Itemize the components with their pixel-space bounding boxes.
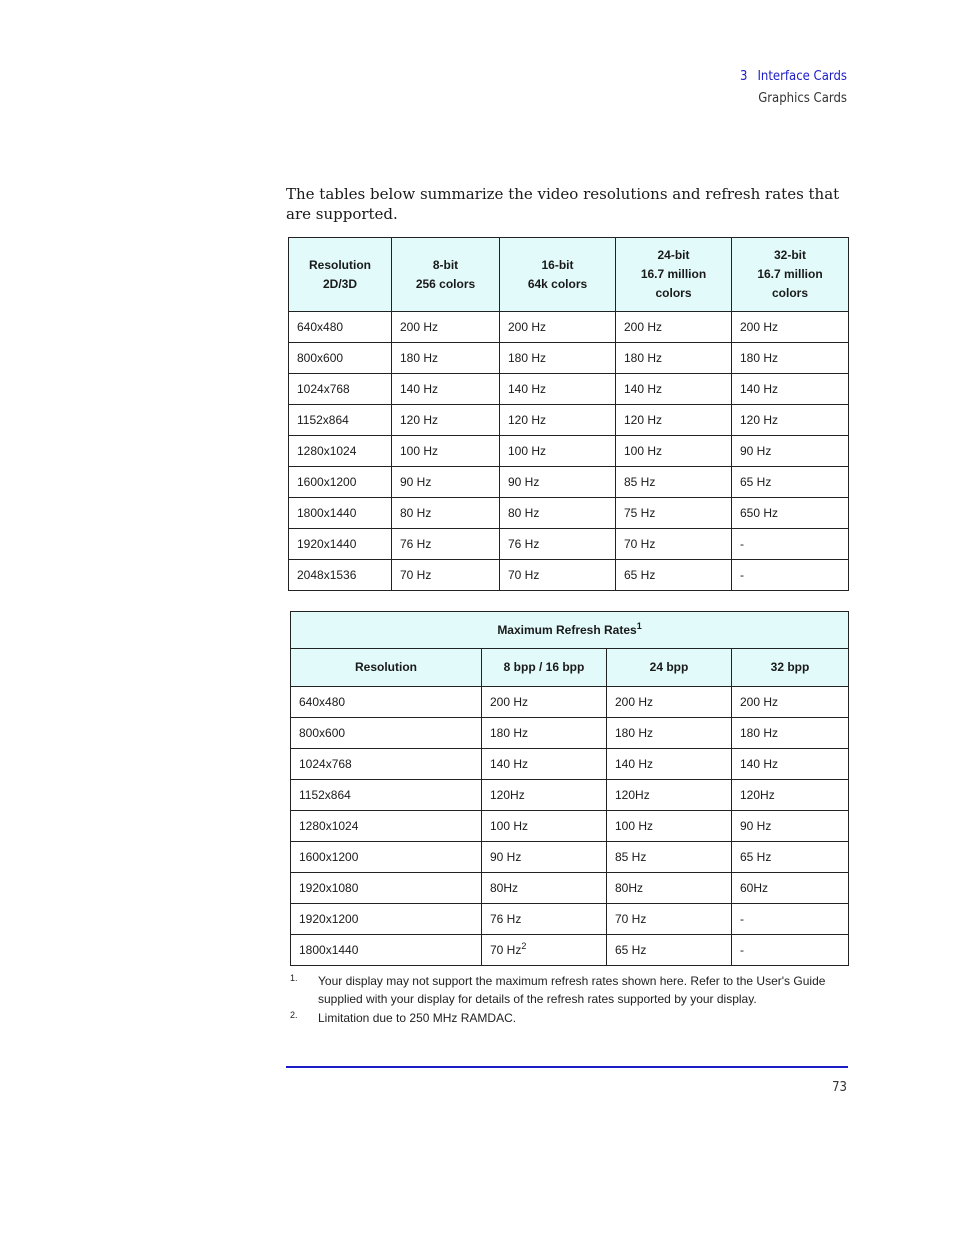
refresh-rate-cell (732, 780, 849, 811)
cell-text: 1920x1080 (299, 881, 359, 895)
refresh-rate-cell: 90 Hz (732, 436, 849, 467)
refresh-rate-cell: 90 Hz (392, 467, 500, 498)
table-row (289, 312, 849, 343)
table2-body (291, 687, 849, 966)
section-header: Graphics Cards (758, 91, 847, 106)
resolution-cell: 1800x1440 (289, 498, 392, 529)
refresh-rate-cell (732, 935, 849, 966)
cell-text: 140 Hz (615, 757, 654, 771)
cell-text: 1920x1200 (299, 912, 359, 926)
refresh-rate-cell (607, 811, 732, 842)
table-row (289, 436, 849, 467)
resolution-cell: 1920x1440 (289, 529, 392, 560)
resolution-cell (291, 718, 482, 749)
cell-text: 120Hz (615, 788, 650, 802)
table1-header-cell (289, 238, 392, 312)
cell-text: 70 Hz (490, 943, 522, 957)
cell-text: 1600x1200 (299, 850, 359, 864)
table-row (289, 560, 849, 591)
table1-header-row (289, 238, 849, 312)
cell-text: 200 Hz (615, 695, 654, 709)
footnote-1-text: Your display may not support the maximum refresh rates shown here. Refer to the User's Guide supplied with your display for details of the refresh rates supported by your display. (318, 974, 826, 1006)
refresh-rate-cell: 76 Hz (392, 529, 500, 560)
refresh-rate-cell (482, 749, 607, 780)
refresh-rate-cell: 85 Hz (616, 467, 732, 498)
refresh-rate-cell (482, 780, 607, 811)
refresh-rate-cell: 70 Hz (616, 529, 732, 560)
table-row (291, 904, 849, 935)
header-line: 24-bit (657, 248, 690, 262)
refresh-rate-cell: 140 Hz (616, 374, 732, 405)
refresh-rate-cell: 75 Hz (616, 498, 732, 529)
table-row (291, 873, 849, 904)
refresh-rate-cell (732, 873, 849, 904)
header-line: 8-bit (432, 257, 459, 272)
refresh-rate-cell (607, 780, 732, 811)
refresh-rate-cell: 65 Hz (616, 560, 732, 591)
resolution-cell (291, 873, 482, 904)
refresh-rate-cell: 70 Hz (392, 560, 500, 591)
table2-header-cell: 32 bpp (732, 649, 849, 687)
refresh-rate-cell (482, 718, 607, 749)
resolution-cell (291, 904, 482, 935)
refresh-rate-cell: 120 Hz (392, 405, 500, 436)
cell-text: 100 Hz (490, 819, 529, 833)
table-row (291, 718, 849, 749)
table-row (289, 467, 849, 498)
table-row (289, 374, 849, 405)
cell-text: 140 Hz (740, 757, 779, 771)
refresh-rate-cell (607, 904, 732, 935)
table2-header-cell: 24 bpp (607, 649, 732, 687)
cell-text: 1152x864 (299, 788, 351, 802)
refresh-rate-cell (607, 935, 732, 966)
refresh-rate-cell: 120 Hz (616, 405, 732, 436)
cell-text: 90 Hz (490, 850, 522, 864)
cell-text: 140 Hz (490, 757, 529, 771)
refresh-rate-cell: 200 Hz (500, 312, 616, 343)
resolution-cell: 640x480 (289, 312, 392, 343)
table-row (291, 842, 849, 873)
footnote-ref-1: 1 (636, 620, 642, 631)
cell-text: 640x480 (299, 695, 346, 709)
page-number: 73 (832, 1080, 847, 1095)
table-row (289, 343, 849, 374)
refresh-rate-cell: 140 Hz (732, 374, 849, 405)
refresh-rate-cell (482, 873, 607, 904)
header-line: 32-bit (773, 248, 806, 262)
refresh-rate-cell: 100 Hz (392, 436, 500, 467)
table1-header-cell (732, 238, 849, 312)
refresh-rate-cell: 65 Hz (732, 467, 849, 498)
refresh-rate-cell (732, 904, 849, 935)
table-row (291, 687, 849, 718)
resolution-cell (291, 749, 482, 780)
header-line: 2D/3D (322, 276, 357, 291)
refresh-rate-cell: 180 Hz (732, 343, 849, 374)
table-row (289, 498, 849, 529)
table2-caption-row (291, 612, 849, 649)
cell-text: 1024x768 (299, 757, 352, 771)
cell-text: 1280x1024 (299, 819, 359, 833)
footnote-2-text: Limitation due to 250 MHz RAMDAC. (318, 1011, 517, 1025)
refresh-rate-cell (732, 842, 849, 873)
table-row (291, 811, 849, 842)
table2-caption (291, 612, 849, 649)
header-line: 64k colors (527, 276, 588, 291)
refresh-rate-cell: 80 Hz (500, 498, 616, 529)
table1-header-cell (616, 238, 732, 312)
refresh-rate-cell (482, 904, 607, 935)
table1-header-cell (392, 238, 500, 312)
resolution-cell: 1280x1024 (289, 436, 392, 467)
refresh-rate-cell: 100 Hz (616, 436, 732, 467)
refresh-rate-cell (607, 718, 732, 749)
cell-text: 800x600 (299, 726, 346, 740)
chapter-title: Interface Cards (757, 69, 847, 84)
refresh-rate-cell: - (732, 560, 849, 591)
resolution-cell (291, 780, 482, 811)
table2-header-cell: Resolution (291, 649, 482, 687)
intro-paragraph: The tables below summarize the video resolutions and refresh rates that are supported. (286, 185, 840, 223)
table1-header-cell (500, 238, 616, 312)
refresh-rate-cell (732, 687, 849, 718)
resolution-cell: 1152x864 (289, 405, 392, 436)
refresh-rate-cell: 120 Hz (500, 405, 616, 436)
header-line: 256 colors (415, 276, 476, 291)
footnote-1-mark: 1. (290, 973, 298, 983)
chapter-number: 3 (740, 69, 748, 84)
refresh-rate-cell: 70 Hz (500, 560, 616, 591)
refresh-rate-cell: 80 Hz (392, 498, 500, 529)
table-row (291, 749, 849, 780)
refresh-rate-cell (732, 749, 849, 780)
table2-header-row (291, 649, 849, 687)
table1-body (289, 312, 849, 591)
refresh-rate-cell: 180 Hz (392, 343, 500, 374)
cell-text: 200 Hz (490, 695, 529, 709)
cell-text: 180 Hz (615, 726, 654, 740)
cell-text: 85 Hz (615, 850, 647, 864)
refresh-rate-cell (607, 842, 732, 873)
refresh-rate-cell: 120 Hz (732, 405, 849, 436)
refresh-rate-cell (607, 873, 732, 904)
header-line: colors (655, 286, 692, 300)
refresh-rate-cell (482, 811, 607, 842)
table-row (291, 780, 849, 811)
refresh-rate-cell (607, 687, 732, 718)
cell-text: 80Hz (615, 881, 644, 895)
cell-text: 1800x1440 (299, 943, 359, 957)
refresh-rate-cell: 100 Hz (500, 436, 616, 467)
resolution-cell: 1024x768 (289, 374, 392, 405)
refresh-rate-cell: 200 Hz (392, 312, 500, 343)
resolution-cell (291, 687, 482, 718)
cell-text: 65 Hz (740, 850, 772, 864)
refresh-rate-cell (482, 935, 607, 966)
resolution-cell: 1600x1200 (289, 467, 392, 498)
refresh-rate-cell: 140 Hz (392, 374, 500, 405)
resolution-cell: 2048x1536 (289, 560, 392, 591)
refresh-rate-cell (732, 718, 849, 749)
cell-text: 90 Hz (740, 819, 772, 833)
resolution-cell: 800x600 (289, 343, 392, 374)
refresh-rate-cell: 200 Hz (616, 312, 732, 343)
footnote-ref-2: 2 (521, 941, 527, 951)
header-line: colors (771, 286, 808, 300)
resolution-cell (291, 811, 482, 842)
cell-text: 76 Hz (490, 912, 522, 926)
table-row (291, 935, 849, 966)
refresh-rate-cell (607, 749, 732, 780)
refresh-rate-cell: 140 Hz (500, 374, 616, 405)
cell-text: 70 Hz (615, 912, 647, 926)
table2-caption-text: Maximum Refresh Rates (497, 622, 637, 637)
footer-rule (286, 1066, 848, 1068)
maximum-refresh-rates-table (290, 611, 849, 966)
chapter-header (740, 69, 847, 84)
cell-text: - (740, 943, 744, 957)
header-line: 16.7 million (757, 267, 823, 281)
cell-text: 180 Hz (490, 726, 529, 740)
refresh-rate-cell: 200 Hz (732, 312, 849, 343)
cell-text: 120Hz (740, 788, 775, 802)
cell-text: 200 Hz (740, 695, 779, 709)
cell-text: 180 Hz (740, 726, 779, 740)
header-line: 16-bit (541, 257, 574, 272)
header-line: Resolution (309, 257, 371, 272)
refresh-rate-cell: 650 Hz (732, 498, 849, 529)
refresh-rate-cell (482, 687, 607, 718)
cell-text: 65 Hz (615, 943, 647, 957)
resolution-cell (291, 842, 482, 873)
refresh-rate-cell: 180 Hz (500, 343, 616, 374)
cell-text: 80Hz (490, 881, 519, 895)
cell-text: 120Hz (490, 788, 525, 802)
cell-text: 60Hz (740, 881, 769, 895)
resolution-color-depth-table (288, 237, 849, 591)
header-line: 16.7 million (640, 267, 707, 281)
refresh-rate-cell (482, 842, 607, 873)
cell-text: - (740, 912, 744, 926)
cell-text: 100 Hz (615, 819, 654, 833)
refresh-rate-cell (732, 811, 849, 842)
table-row (289, 405, 849, 436)
refresh-rate-cell: 76 Hz (500, 529, 616, 560)
refresh-rate-cell: 90 Hz (500, 467, 616, 498)
table-row (289, 529, 849, 560)
refresh-rate-cell: 180 Hz (616, 343, 732, 374)
resolution-cell (291, 935, 482, 966)
footnote-2-mark: 2. (290, 1010, 298, 1020)
refresh-rate-cell: - (732, 529, 849, 560)
table2-header-cell: 8 bpp / 16 bpp (482, 649, 607, 687)
